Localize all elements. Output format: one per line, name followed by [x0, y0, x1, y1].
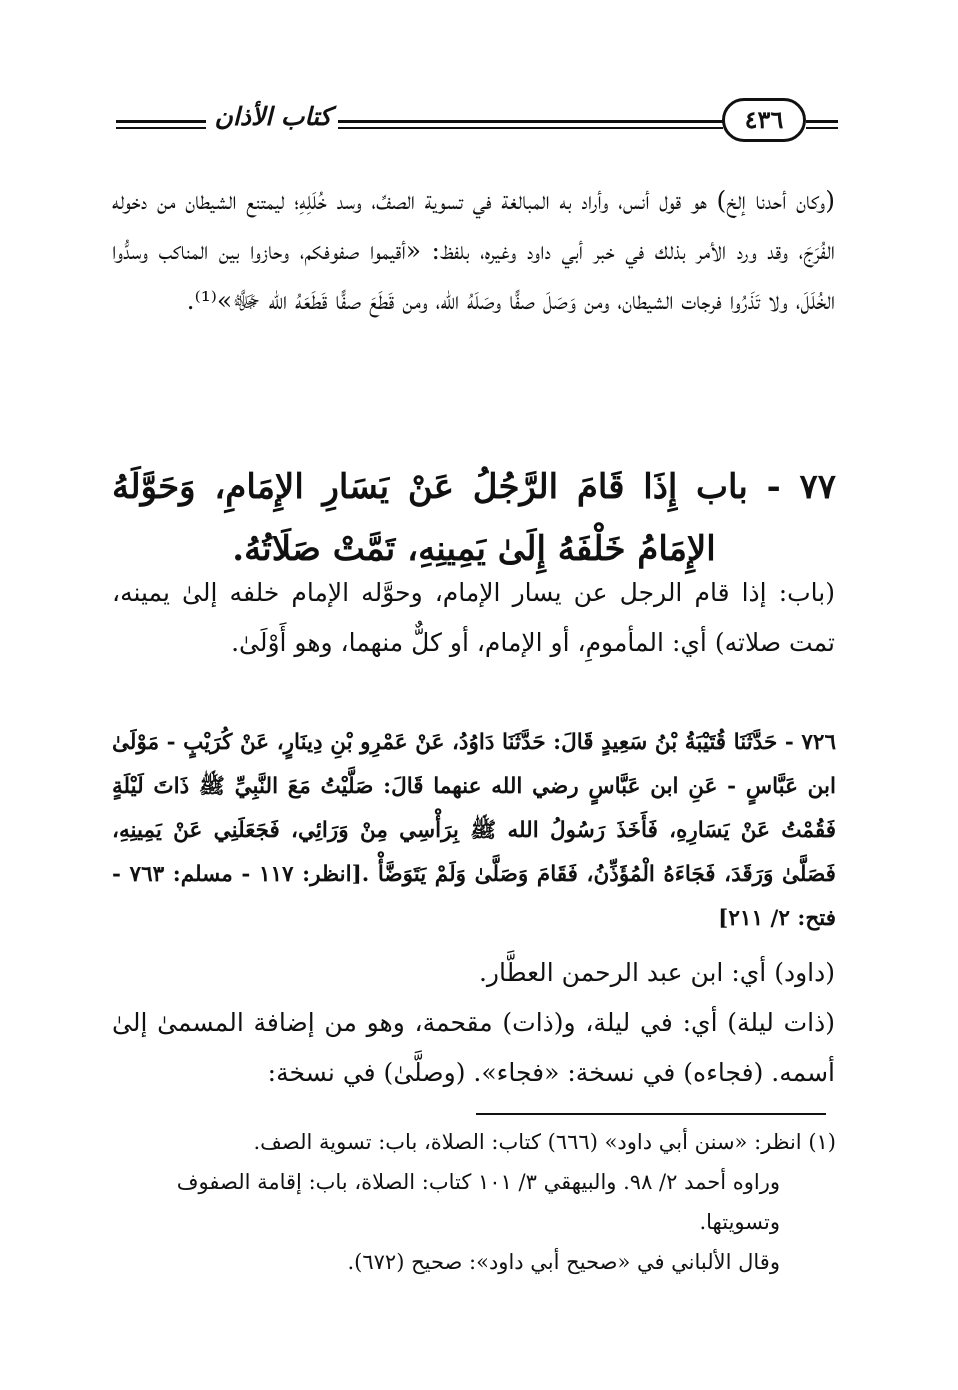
header-rule-right — [806, 120, 838, 129]
running-header — [116, 100, 838, 150]
footnote-line-2: وراوه أحمد ٢/ ٩٨. والبيهقي ٣/ ١٠١ كتاب: الصلاة، باب: إقامة الصفوف وتسويتها. — [176, 1170, 780, 1234]
page-number: ٤٣٦ — [722, 98, 806, 142]
book-title: كتاب الأذان — [214, 102, 332, 131]
footnotes — [112, 1122, 836, 1282]
commentary-paragraph-2: (باب: إذا قام الرجل عن يسار الإمام، وحوَّله الإمام خلفه إلىٰ يمينه، تمت صلاته) أي: المأمومِ، أو الإمام، أو كلٌّ منهما، وهو أَوْلَىٰ. — [112, 578, 835, 657]
footnote-line-3: وقال الألباني في «صحيح أبي داود»: صحيح (٦٧٢). — [347, 1250, 780, 1274]
chapter-heading: ٧٧ - باب إِذَا قَامَ الرَّجُلُ عَنْ يَسَارِ الإِمَامِ، وَحَوَّلَهُ الإِمَامُ خَلْفَهُ إِلَىٰ يَمِينِهِ، تَمَّتْ صَلَاتُهُ. — [112, 467, 836, 569]
header-rule-middle — [338, 120, 723, 129]
commentary-paragraph-4: (ذات ليلة) أي: في ليلة، و(ذات) مقحمة، وهو من إضافة المسمىٰ إلىٰ أسمه. (فجاءه) في نسخة: «فجاء». (وصلَّىٰ) في نسخة: — [112, 1008, 835, 1087]
header-rule-left — [116, 120, 206, 129]
hadith-text: ٧٢٦ - حَدَّثَنَا قُتَيْبَةُ بْنُ سَعِيدٍ قَالَ: حَدَّثَنَا دَاوُدُ، عَنْ عَمْرِو بْنِ دِينَارٍ، عَنْ كُرَيْبٍ - مَوْلَىٰ ابن عَبَّاسٍ - عَنِ ابن عَبَّاسٍ رضي الله عنهما قَالَ: صَلَّيْتُ مَعَ النَّبِيِّ ﷺ ذَاتَ لَيْلَةٍ فَقُمْتُ عَنْ يَسَارِهِ، فَأَخَذَ رَسُولُ الله ﷺ بِرَأْسِي مِنْ وَرَائِي، فَجَعَلَنِي عَنْ يَمِينِهِ، فَصَلَّىٰ وَرَقَدَ، فَجَاءَهُ الْمُؤَذِّنُ، فَقَامَ وَصَلَّىٰ وَلَمْ يَتَوَضَّأْ .[انظر: ١١٧ - مسلم: ٧٦٣ - فتح: ٢/ ٢١١] — [112, 730, 836, 931]
footnote-line-1: (١) انظر: «سنن أبي داود» (٦٦٦) كتاب: الصلاة، باب: تسوية الصف. — [253, 1130, 836, 1154]
commentary-paragraph-3: (داود) أي: ابن عبد الرحمن العطَّار. — [478, 958, 835, 987]
commentary-paragraph-1: (وكان أحدنا إلخ) هو قول أنس، وأراد به المبالغة في تسوية الصفِّ، وسد خُلَلِهِ؛ ليمتنع الشيطان من دخوله الفُرَجَ، وقد ورد الأمر بذلك في خبر أبي داود وغيره، بلفظ: «أقيموا صفوفكم، وحازوا بين المناكب وسدُّوا الخُلَلَ، ولا تَذَرُوا فرجات الشيطان، ومن وَصَلَ صفًّا وصَلَهُ الله، ومن قَطَعَ صفًّا قَطَعَهُ الله ﷻ»⁽¹⁾. — [112, 186, 835, 315]
footnote-separator — [476, 1113, 826, 1115]
